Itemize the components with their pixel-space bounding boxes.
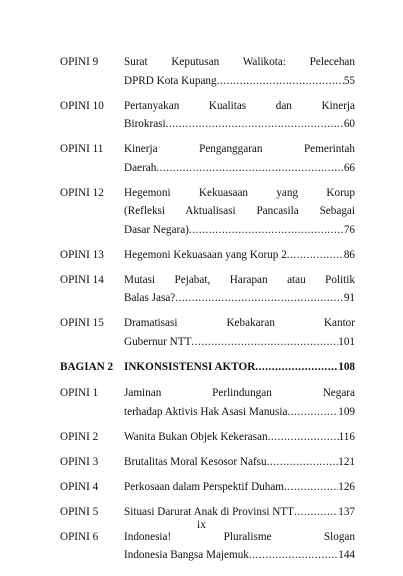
toc-entry-label: OPINI 4 (60, 480, 99, 493)
toc-entry-label: OPINI 2 (60, 430, 99, 443)
toc-entry-label: OPINI 13 (60, 248, 104, 261)
dot-leader (287, 246, 344, 265)
toc-entry-title (124, 184, 355, 240)
dot-leader (287, 403, 338, 422)
toc-title-last-line: INKONSISTENSI AKTOR (124, 360, 256, 373)
toc-entry-title (124, 384, 355, 421)
toc-title-line: Jaminan Perlindungan Negara (124, 387, 355, 399)
dot-leader (217, 72, 344, 91)
toc-title-last-line: Situasi Darurat Anak di Provinsi NTT (124, 505, 294, 518)
toc-page-number: 76 (343, 223, 355, 236)
toc-title-last-line: Dasar Negara) (124, 223, 189, 236)
dot-leader (175, 289, 344, 308)
toc-entry (60, 184, 355, 240)
toc-title-last-line: terhadap Aktivis Hak Asasi Manusia (124, 405, 288, 418)
toc-entry-label: OPINI 3 (60, 455, 99, 468)
toc-entry-label: OPINI 5 (60, 505, 99, 518)
toc-title-last-line: Balas Jasa? (124, 292, 176, 304)
toc-title-line: Pertanyakan Kualitas dan Kinerja (124, 99, 355, 112)
toc-entry (60, 528, 355, 565)
toc-title-line: Indonesia! Pluralisme Slogan (124, 530, 355, 543)
dot-leader (189, 221, 344, 240)
dot-leader (255, 358, 338, 377)
toc-entry (60, 97, 355, 134)
toc-entry-label: OPINI 6 (60, 530, 99, 543)
toc-entry-title (124, 314, 355, 351)
toc-section-heading (60, 358, 355, 377)
toc-entry-title (124, 53, 355, 90)
toc-entry-label: BAGIAN 2 (60, 360, 114, 373)
toc-title-last-line: DPRD Kota Kupang (124, 74, 217, 87)
toc-page-number: 144 (338, 549, 355, 561)
toc-entry (60, 384, 355, 421)
toc-entry (60, 478, 355, 497)
toc-title-last-line: Perkosaan dalam Perspektif Duham (124, 480, 285, 493)
toc-entry-label: OPINI 11 (60, 143, 104, 155)
toc-entry-label: OPINI 14 (60, 273, 104, 286)
toc-title-last-line: Daerah (124, 161, 157, 174)
dot-leader (284, 478, 338, 497)
table-of-contents (60, 53, 355, 571)
toc-entry-title (124, 358, 355, 377)
toc-title-line: Dramatisasi Kebakaran Kantor (124, 317, 355, 329)
toc-title-line: Hegemoni Kekuasaan yang Korup (124, 186, 355, 199)
dot-leader (249, 546, 338, 565)
toc-page-number: 91 (343, 292, 355, 304)
toc-page-number: 86 (343, 248, 355, 261)
toc-entry-label: OPINI 15 (60, 317, 104, 329)
toc-title-last-line: Hegemoni Kekuasaan yang Korup 2 (124, 248, 287, 261)
toc-page-number: 121 (338, 455, 355, 468)
toc-entry-label: OPINI 12 (60, 186, 104, 199)
toc-entry-title (124, 528, 355, 565)
toc-entry (60, 314, 355, 351)
toc-page-number: 137 (338, 505, 355, 518)
toc-page-number: 109 (338, 405, 355, 418)
toc-page-number: 126 (338, 480, 355, 493)
toc-entry-title (124, 97, 355, 134)
toc-entry-label: OPINI 9 (60, 56, 99, 68)
toc-title-last-line: Indonesia Bangsa Majemuk (124, 549, 249, 561)
toc-page-number: 101 (338, 335, 355, 348)
toc-entry-title (124, 453, 355, 472)
toc-entry (60, 53, 355, 90)
toc-page-number: 66 (343, 161, 355, 174)
toc-title-last-line: Birokrasi (124, 118, 166, 130)
dot-leader (156, 159, 344, 178)
toc-entry-title (124, 246, 355, 265)
toc-entry-label: OPINI 10 (60, 99, 104, 112)
toc-page-number: 108 (338, 360, 355, 373)
toc-title-last-line: Brutalitas Moral Kesosor Nafsu (124, 455, 267, 468)
toc-page-number: 55 (343, 74, 355, 87)
dot-leader (166, 115, 344, 134)
toc-entry (60, 246, 355, 265)
page-number: ix (197, 519, 206, 531)
toc-entry-title (124, 478, 355, 497)
toc-title-line: Kinerja Penganggaran Pemerintah (124, 143, 355, 155)
toc-page-number: 60 (343, 118, 355, 130)
toc-entry (60, 271, 355, 308)
toc-title-line: (Refleksi Aktualisasi Pancasila Sebagai (124, 205, 355, 217)
toc-entry-title (124, 271, 355, 308)
toc-title-last-line: Gubernur NTT (124, 335, 192, 348)
toc-title-line: Surat Keputusan Walikota: Pelecehan (124, 56, 355, 68)
toc-entry-title (124, 140, 355, 177)
toc-entry (60, 453, 355, 472)
dot-leader (191, 333, 338, 352)
toc-entry-title (124, 428, 355, 447)
dot-leader (267, 453, 339, 472)
toc-title-line: Mutasi Pejabat, Harapan atau Politik (124, 273, 355, 286)
toc-entry (60, 428, 355, 447)
dot-leader (268, 428, 339, 447)
toc-page-number: 116 (338, 430, 355, 443)
toc-entry-label: OPINI 1 (60, 387, 99, 399)
toc-title-last-line: Wanita Bukan Objek Kekerasan (124, 430, 268, 443)
toc-entry (60, 140, 355, 177)
